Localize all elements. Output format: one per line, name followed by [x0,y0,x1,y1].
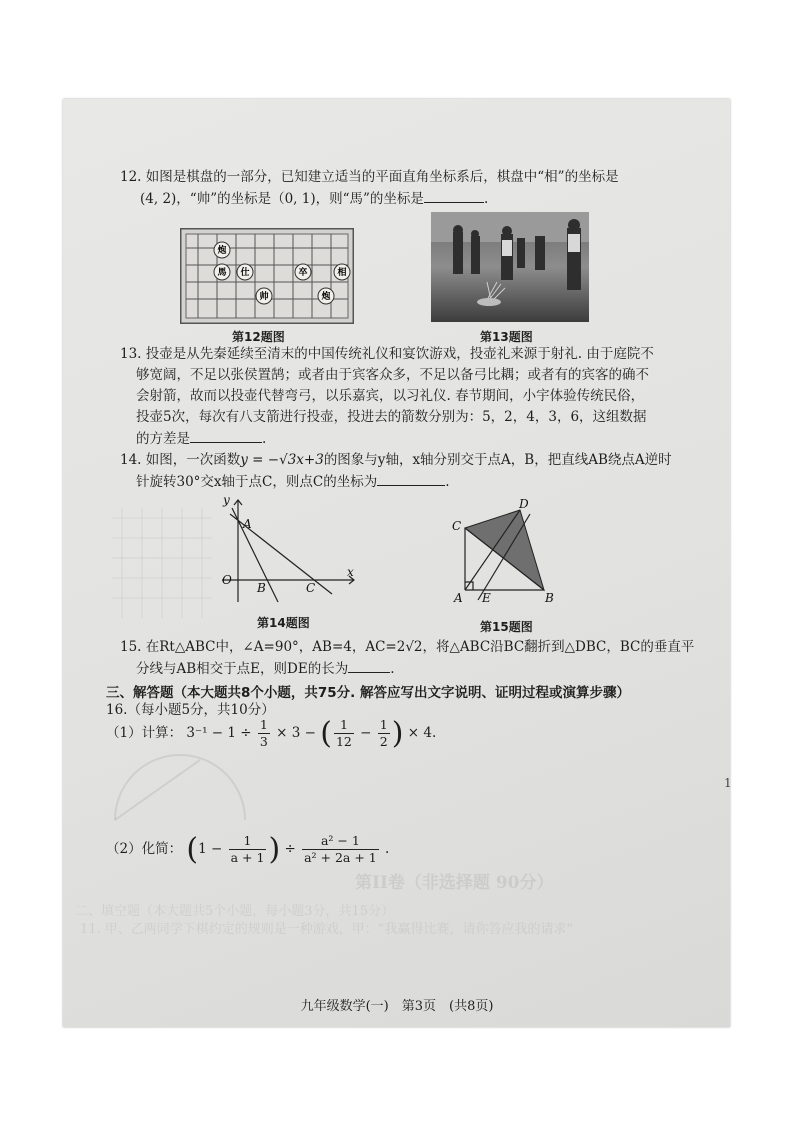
q14-b-label: B [257,581,266,595]
q15-e-label: E [482,591,491,605]
page-footer: 九年级数学(一) 第3页 (共8页) [300,999,494,1014]
fraction-denominator: 2 [379,734,388,749]
q12-line2-end: . [483,191,489,207]
piece-zu: 卒 [298,268,308,278]
answer-blank [377,471,445,486]
fraction-denominator: 3 [259,734,268,749]
q16-part1-c: × 4. [407,725,437,741]
q13-line5-text: 的方差是 [136,431,190,447]
q13-line5 [136,428,266,449]
q16-part1-label: （1）计算： [106,725,183,741]
q13-line5-end: . [262,431,267,447]
q14-line1-a: 14. 如图，一次函数 [120,452,241,468]
bleed-through-text: 二、填空题（本大题共5个小题，每小题3分，共15分） [75,904,395,919]
q14-line2 [136,471,450,492]
q13-line4: 投壶5次，每次有八支箭进行投壶，投进去的箭数分别为：5，2，4，3，6，这组数据 [136,409,647,425]
section3-title: 三、解答题（本大题共8个小题，共75分. 解答应写出文字说明、证明过程或演算步骤） [106,685,631,701]
q14-o-label: O [222,573,232,587]
q14-line2-text: 针旋转30°交x轴于点C，则点C的坐标为 [136,474,378,490]
fraction-denominator: a + 1 [230,850,265,865]
q15-line1: 15. 在Rt△ABC中，∠A=90°，AB=4，AC=2√2，将△ABC沿BC翻折到△DBC，BC的垂直平 [120,639,695,655]
bleed-through-text: 第II卷（非选择题 90分） [355,873,554,893]
q16-part2-end: . [385,841,390,857]
piece-xiang: 相 [337,268,347,278]
edge-mark: 1 [724,776,732,790]
q15-figure [450,496,560,608]
q12-caption: 第12题图 [232,330,285,344]
q16-part1-a: 3⁻¹ − 1 ÷ [186,725,252,741]
chessboard-figure [180,228,354,324]
fraction [378,717,390,750]
fraction [334,717,354,750]
q15-caption: 第15题图 [480,620,533,634]
q14-line2-end: . [445,474,450,490]
answer-blank [190,428,262,443]
bleed-through-figure [110,740,250,830]
q15-line2-end: . [390,661,395,677]
q16-part2 [106,832,389,867]
fraction [258,717,270,750]
q15-b-label: B [545,591,554,605]
q14-x-label: x [347,565,354,579]
q16-part1-b: × 3 − [276,725,316,741]
q16-part1 [106,716,436,751]
q16-heading: 16.（每小题5分，共10分） [106,702,275,718]
q12-line2-text: (4, 2)，“帅”的坐标是（0, 1)，则“馬”的坐标是 [140,191,424,207]
touhu-photo [431,212,589,322]
q14-graph [212,494,362,606]
right-paren: ) [268,832,281,867]
piece-pao-1: 炮 [217,246,227,256]
bleed-through-grid [112,508,212,618]
bleed-through-text: 11. 甲、乙两同学下棋约定的规则是一种游戏，甲：“我赢得比赛，请你答应我的请求” [80,922,574,937]
piece-shi: 仕 [240,268,250,278]
q16-part2-one: 1 − [198,841,223,857]
q14-caption: 第14题图 [257,616,310,630]
fraction-numerator: a² − 1 [302,833,379,850]
left-paren: ( [186,832,199,867]
q16-part2-label: （2）化简： [106,841,183,857]
fraction-denominator: 12 [335,734,352,749]
q13-line2: 够宽阔，不足以张侯置鹄；或者由于宾客众多，不足以备弓比耦；或者有的宾客的确不 [136,367,649,383]
q14-c-label: C [306,581,316,595]
fraction-denominator: a² + 2a + 1 [304,850,377,865]
fraction [302,833,379,866]
q14-line1-b: 的图象与y轴，x轴分别交于点A，B，把直线AB绕点A逆时 [323,452,672,468]
answer-blank [424,188,484,203]
q14-line1 [120,450,672,470]
q12-line2 [140,188,488,209]
division-sign: ÷ [284,841,296,857]
q13-caption: 第13题图 [480,330,533,344]
q13-line3: 会射箭，故而以投壶代替弯弓，以乐嘉宾，以习礼仪. 春节期间，小宇体验传统民俗， [136,388,645,404]
fraction-numerator: 1 [379,717,388,732]
q12-line1: 12. 如图是棋盘的一部分，已知建立适当的平面直角坐标系后，棋盘中“相”的坐标是 [120,169,619,185]
answer-blank [348,658,390,673]
minus-sign: − [360,725,372,741]
fraction-numerator: 1 [334,717,354,734]
q15-line2-text: 分线与AB相交于点E，则DE的长为 [136,661,349,677]
q15-line2 [136,658,395,679]
fraction [229,833,267,866]
q14-y-label: y [223,494,230,507]
left-paren: ( [320,716,332,751]
piece-ma: 馬 [217,268,227,278]
q15-c-label: C [452,519,462,533]
right-paren: ) [391,716,404,751]
piece-shuai: 帅 [259,292,269,302]
q15-a-label: A [454,591,463,605]
q14-a-label: A [243,517,252,531]
q13-line1: 13. 投壶是从先秦延续至清末的中国传统礼仪和宴饮游戏，投壶礼来源于射礼. 由于庭院不 [120,346,654,362]
fraction-numerator: 1 [229,833,267,850]
q14-formula: y = −√3x+3 [240,452,324,468]
fraction-numerator: 1 [259,717,268,732]
piece-pao-2: 炮 [321,292,331,302]
q15-d-label: D [519,497,529,511]
